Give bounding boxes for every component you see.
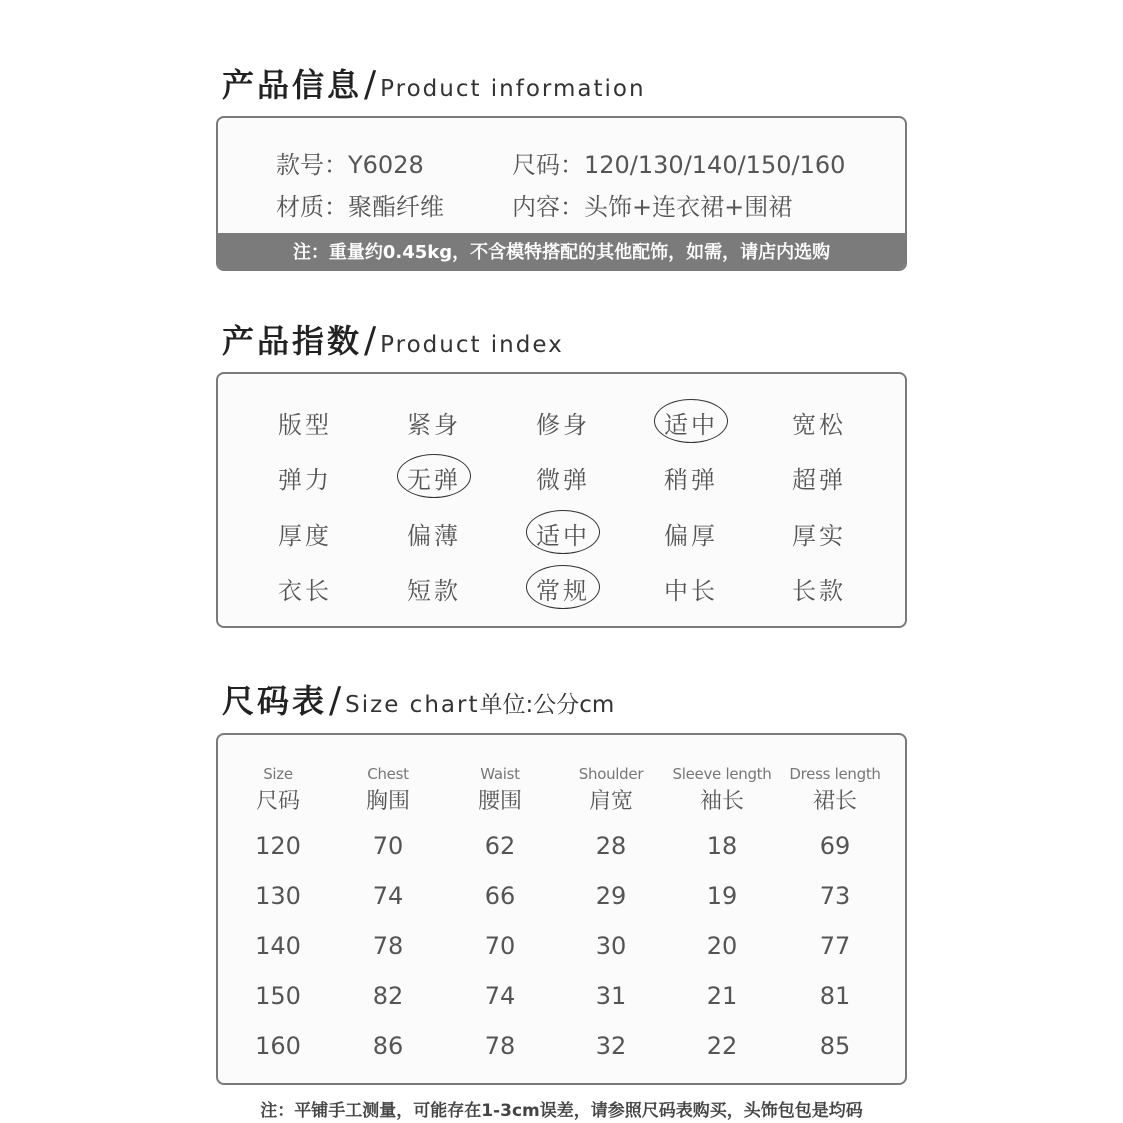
table-header-en: Chest (367, 765, 409, 783)
heading-slash: / (329, 680, 342, 721)
table-cell: 82 (372, 982, 404, 1010)
size-chart-table (216, 733, 907, 1085)
index-row-label: 厚度 (278, 522, 332, 550)
table-header-zh: 肩宽 (588, 789, 633, 814)
index-option: 中长 (664, 577, 718, 605)
index-row-label: 弹力 (278, 466, 332, 494)
table-cell: 120 (255, 832, 301, 860)
table-cell: 74 (372, 882, 404, 910)
size-range: 尺码：120/130/140/150/160 (512, 151, 846, 179)
table-header-cell (662, 765, 782, 815)
weight-note: 注：重量约0.45kg，不含模特搭配的其他配饰，如需，请店内选购 (218, 233, 905, 269)
table-header-zh: 袖长 (699, 789, 744, 814)
heading-slash: / (364, 320, 377, 361)
table-cell: 32 (595, 1032, 627, 1060)
table-header-zh: 腰围 (477, 789, 522, 814)
index-option: 紧身 (407, 411, 461, 439)
index-option-selected: 无弹 (374, 460, 494, 495)
product-info-box (216, 116, 907, 271)
size-chart-heading-zh: 尺码表 (222, 682, 328, 720)
index-option-selected: 适中 (631, 405, 751, 440)
index-option: 偏厚 (664, 522, 718, 550)
index-option: 稍弹 (664, 466, 718, 494)
product-index-heading (222, 316, 564, 362)
table-header-en: Waist (480, 765, 520, 783)
index-option: 长款 (792, 577, 846, 605)
measurement-note: 注：平铺手工测量，可能存在1-3cm误差，请参照尺码表购买，头饰包包是均码 (260, 1101, 863, 1121)
table-cell: 86 (372, 1032, 404, 1060)
index-option: 修身 (536, 411, 590, 439)
table-cell: 20 (706, 932, 738, 960)
table-header-en: Sleeve length (672, 765, 772, 783)
table-header-zh: 胸围 (365, 789, 410, 814)
table-cell: 30 (595, 932, 627, 960)
table-cell: 77 (819, 932, 851, 960)
table-cell: 29 (595, 882, 627, 910)
product-info-heading-en: Product information (380, 76, 646, 102)
table-header-zh: 裙长 (812, 789, 857, 814)
table-cell: 78 (372, 932, 404, 960)
size-chart-unit: 单位:公分cm (479, 692, 615, 718)
product-index-heading-en: Product index (380, 332, 564, 358)
table-cell: 66 (484, 882, 516, 910)
product-index-heading-zh: 产品指数 (222, 322, 363, 360)
index-option: 超弹 (792, 466, 846, 494)
product-info-heading-zh: 产品信息 (222, 66, 363, 104)
table-cell: 19 (706, 882, 738, 910)
table-header-zh: 尺码 (255, 789, 300, 814)
size-chart-heading-en: Size chart (345, 692, 480, 718)
index-option: 厚实 (792, 522, 846, 550)
table-cell: 22 (706, 1032, 738, 1060)
table-cell: 85 (819, 1032, 851, 1060)
table-header-en: Shoulder (578, 765, 644, 783)
table-header-en: Size (263, 765, 293, 783)
index-row-label: 版型 (278, 411, 332, 439)
package-contents: 内容：头饰+连衣裙+围裙 (512, 193, 793, 221)
table-cell: 28 (595, 832, 627, 860)
table-cell: 18 (706, 832, 738, 860)
table-header-cell (440, 765, 560, 815)
table-header-cell (551, 765, 671, 815)
table-header-cell (218, 765, 338, 815)
table-cell: 130 (255, 882, 301, 910)
style-number: 款号：Y6028 (276, 151, 424, 179)
index-option-selected: 常规 (503, 571, 623, 606)
index-option: 宽松 (792, 411, 846, 439)
table-cell: 160 (255, 1032, 301, 1060)
index-option: 微弹 (536, 466, 590, 494)
table-cell: 62 (484, 832, 516, 860)
material: 材质：聚酯纤维 (276, 193, 444, 221)
table-cell: 69 (819, 832, 851, 860)
table-cell: 78 (484, 1032, 516, 1060)
table-cell: 74 (484, 982, 516, 1010)
table-cell: 31 (595, 982, 627, 1010)
table-header-cell (775, 765, 895, 815)
product-info-heading (222, 60, 646, 106)
table-cell: 21 (706, 982, 738, 1010)
index-option: 偏薄 (407, 522, 461, 550)
heading-slash: / (364, 64, 377, 105)
table-cell: 73 (819, 882, 851, 910)
table-header-en: Dress length (789, 765, 881, 783)
table-cell: 70 (372, 832, 404, 860)
table-cell: 70 (484, 932, 516, 960)
size-chart-heading (222, 676, 614, 722)
table-header-cell (328, 765, 448, 815)
table-cell: 81 (819, 982, 851, 1010)
product-index-box (216, 372, 907, 628)
index-option-selected: 适中 (503, 516, 623, 551)
index-option: 短款 (407, 577, 461, 605)
table-cell: 150 (255, 982, 301, 1010)
table-cell: 140 (255, 932, 301, 960)
index-row-label: 衣长 (278, 577, 332, 605)
